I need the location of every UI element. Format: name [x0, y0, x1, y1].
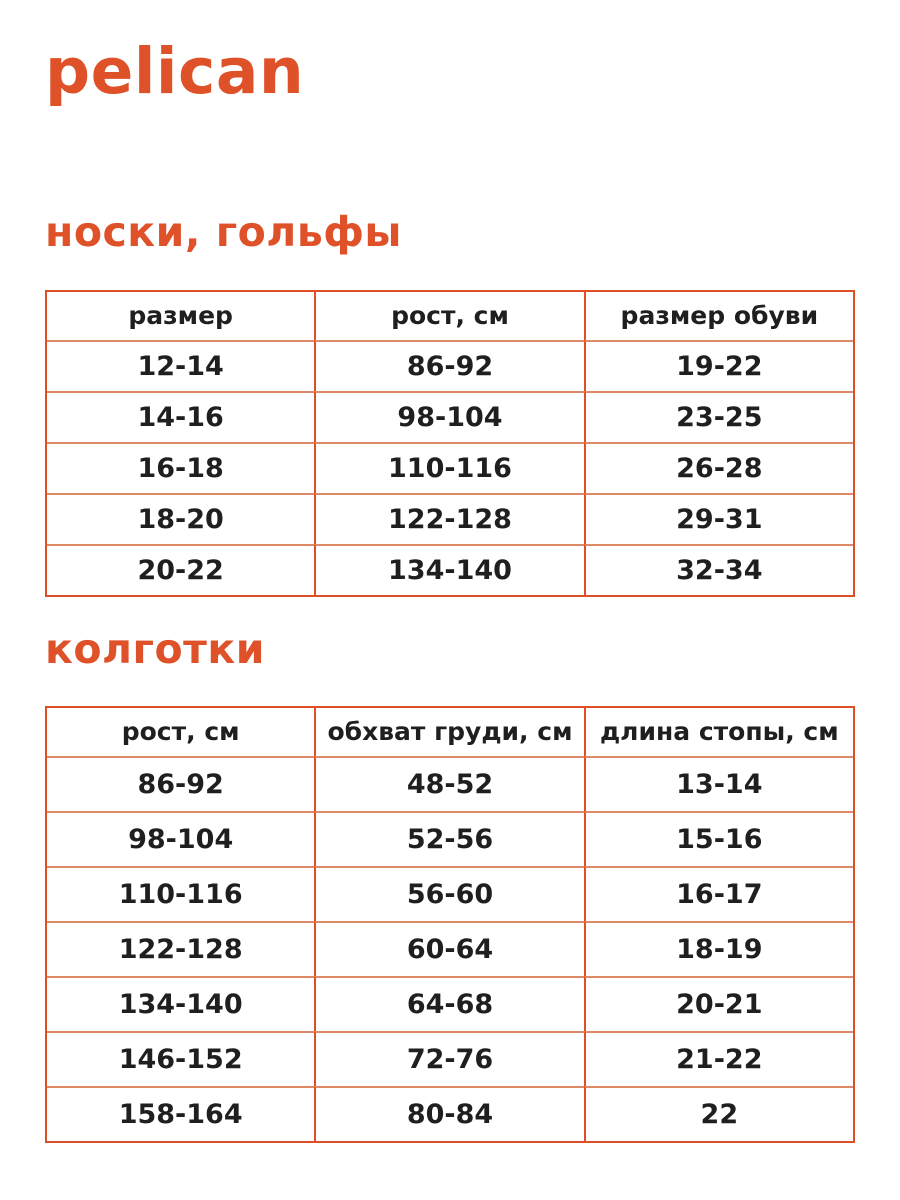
table-row	[47, 811, 853, 866]
table-cell: 16-17	[584, 866, 853, 921]
table-row	[47, 976, 853, 1031]
column-header: рост, см	[121, 717, 240, 747]
table-cell: 64-68	[314, 976, 583, 1031]
table-cell: 13-14	[584, 756, 853, 811]
table-row	[47, 442, 853, 493]
section-heading-socks: носки, гольфы	[45, 208, 403, 257]
table-cell: 18-19	[584, 921, 853, 976]
column-header: обхват груди, см	[314, 708, 583, 756]
table-cell: 32-34	[584, 544, 853, 595]
socks-size-table	[45, 290, 855, 597]
table-cell: 18-20	[47, 493, 314, 544]
table-cell: 80-84	[314, 1086, 583, 1141]
table-cell: 19-22	[584, 340, 853, 391]
table-row	[47, 544, 853, 595]
table-row	[47, 866, 853, 921]
table-cell: 86-92	[47, 756, 314, 811]
table-cell: 48-52	[314, 756, 583, 811]
table-cell: 134-140	[47, 976, 314, 1031]
tights-size-table	[45, 706, 855, 1143]
table-row	[47, 1086, 853, 1141]
table-cell: 110-116	[314, 442, 583, 493]
section-heading-tights: колготки	[45, 624, 265, 673]
table-cell: 12-14	[47, 340, 314, 391]
table-cell: 146-152	[47, 1031, 314, 1086]
table-cell: 60-64	[314, 921, 583, 976]
table-header-row	[47, 292, 853, 340]
column-header: рост, см	[314, 292, 583, 340]
table-cell: 20-22	[47, 544, 314, 595]
table-cell: 23-25	[584, 391, 853, 442]
table-row	[47, 493, 853, 544]
table-cell: 21-22	[584, 1031, 853, 1086]
table-cell: 15-16	[584, 811, 853, 866]
table-row	[47, 391, 853, 442]
table-row	[47, 340, 853, 391]
column-header: длина стопы, см	[584, 708, 853, 756]
table-row	[47, 1031, 853, 1086]
table-cell: 14-16	[47, 391, 314, 442]
table-header-row	[47, 708, 853, 756]
table-row	[47, 756, 853, 811]
table-cell: 98-104	[47, 811, 314, 866]
table-cell: 122-128	[47, 921, 314, 976]
table-cell: 122-128	[314, 493, 583, 544]
table-cell: 20-21	[584, 976, 853, 1031]
table-cell: 110-116	[47, 866, 314, 921]
table-cell: 158-164	[47, 1086, 314, 1141]
column-header: размер	[128, 301, 233, 331]
table-row	[47, 921, 853, 976]
table-cell: 134-140	[314, 544, 583, 595]
table-cell: 16-18	[47, 442, 314, 493]
column-header: размер обуви	[584, 292, 853, 340]
table-cell: 26-28	[584, 442, 853, 493]
table-cell: 98-104	[314, 391, 583, 442]
pelican-logo: pelican	[45, 35, 305, 108]
table-cell: 52-56	[314, 811, 583, 866]
table-cell: 72-76	[314, 1031, 583, 1086]
table-cell: 56-60	[314, 866, 583, 921]
table-cell: 22	[584, 1086, 853, 1141]
table-cell: 86-92	[314, 340, 583, 391]
table-cell: 29-31	[584, 493, 853, 544]
